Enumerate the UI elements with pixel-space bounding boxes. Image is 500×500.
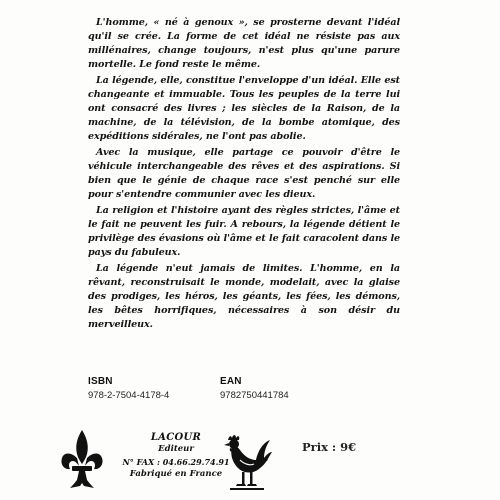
book-codes <box>88 376 408 416</box>
isbn-value: 978-2-7504-4178-4 <box>88 390 170 401</box>
fleur-de-lis-icon <box>60 428 104 490</box>
publisher-subtitle: Editeur <box>158 444 194 454</box>
paragraph-2: La légende, elle, constitue l'enveloppe d'un idéal. Elle est changeante et immuable. Tous les peuples de la terre lui ont consacré des livres ; les siècles de la Raison, de la machine, de la télévision, de la bombe atomique, des expéditions sidérales, ne l'ont pas abolie. <box>88 75 400 142</box>
back-cover-text <box>88 16 400 334</box>
paragraph-1: L'homme, « né à genoux », se prosterne devant l'idéal qu'il se crée. La forme de cet idéal ne résiste pas aux millénaires, change toujours, n'est plus qu'une parure mortelle. Le fond reste le même. <box>88 17 400 70</box>
ean-label: EAN <box>220 376 242 387</box>
rooster-icon <box>220 432 272 494</box>
publisher-block <box>60 428 460 498</box>
isbn-block <box>88 376 169 401</box>
publisher-name: LACOUR <box>150 432 202 443</box>
paragraph-4: La religion et l'histoire ayant des règles strictes, l'âme et le fait ne peuvent les fuir. A rebours, la légende détient le privilège des évasions où l'âme et le fait caracolent dans le pays du fabuleux. <box>88 205 400 258</box>
price-label: Prix : 9€ <box>302 440 357 454</box>
paragraph-3: Avec la musique, elle partage ce pouvoir d'être le véhicule interchangeable des rêves et des aspirations. Si bien que le génie de chaque race s'est penché sur elle pour s'entendre communier avec les dieux. <box>88 147 400 200</box>
publisher-made-in: Fabriqué en France <box>129 469 223 479</box>
ean-block <box>220 376 289 401</box>
paragraph-5: La légende n'eut jamais de limites. L'homme, en la rêvant, reconstruisait le monde, modelait, avec la glaise des prodiges, les héros, les géants, les fées, les démons, les bêtes horrifiques, nécessaires à son désir du merveilleux. <box>88 263 400 330</box>
ean-value: 9782750441784 <box>220 390 289 401</box>
isbn-label: ISBN <box>88 376 113 387</box>
publisher-fax: N° FAX : 04.66.29.74.91 <box>122 457 230 467</box>
